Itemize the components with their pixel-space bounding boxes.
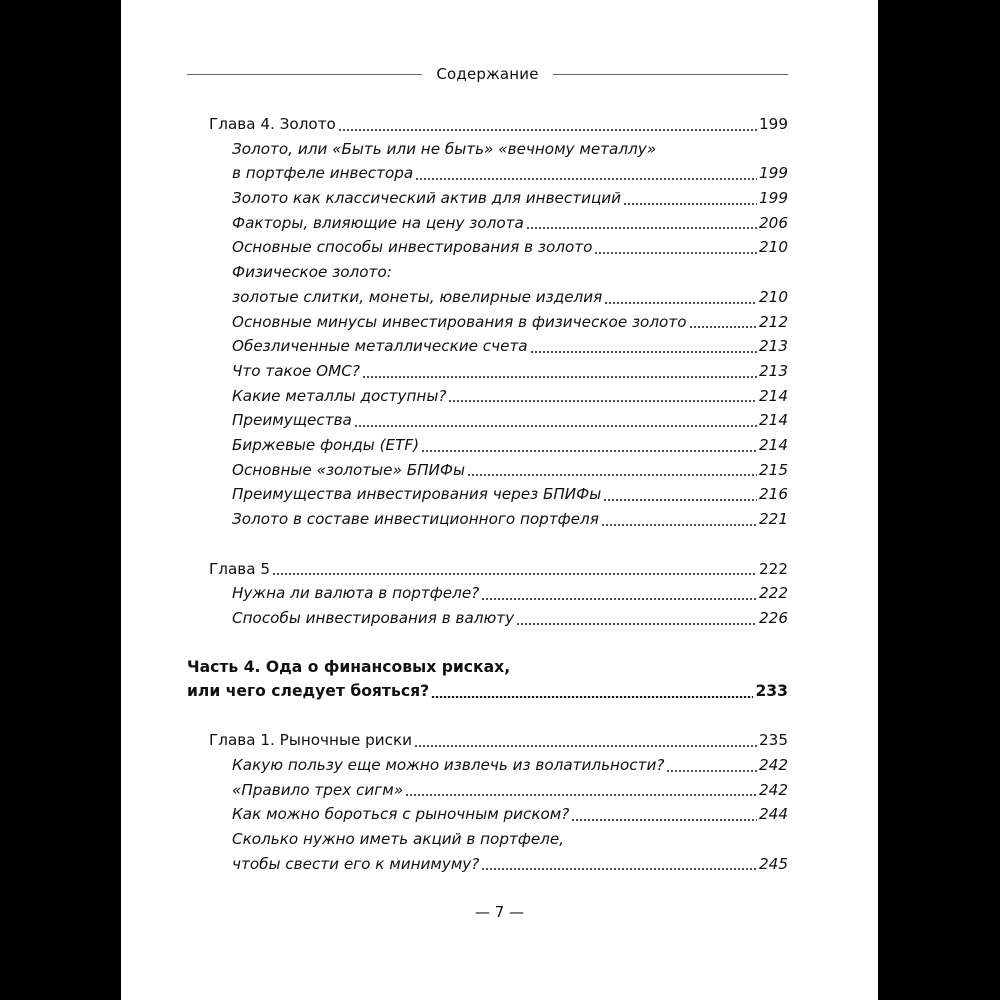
toc-entry-text: Что такое ОМС?	[232, 361, 360, 380]
toc-entry	[187, 235, 788, 260]
toc-entry	[187, 433, 788, 458]
toc-page-number: 215	[759, 460, 788, 479]
toc-entry-text: Золото как классический актив для инвестиций	[232, 189, 622, 208]
dot-leader	[354, 425, 757, 427]
toc-entry	[187, 359, 788, 384]
toc-entry	[187, 334, 788, 359]
dot-leader	[666, 770, 757, 772]
toc-entry	[187, 581, 788, 606]
dot-leader	[594, 252, 757, 254]
toc-entry	[187, 778, 788, 803]
header-title: Содержание	[436, 65, 539, 83]
dot-leader	[431, 696, 753, 698]
toc-chapter-5	[187, 557, 788, 582]
dot-leader	[272, 573, 757, 575]
dot-leader	[405, 794, 757, 796]
toc-entry-multiline-start	[187, 827, 788, 852]
section-gap	[187, 631, 788, 655]
toc-entry	[187, 285, 788, 310]
dot-leader	[571, 819, 757, 821]
toc-entry-text: Какую пользу еще можно извлечь из волатильности?	[232, 755, 665, 774]
toc-entry	[187, 186, 788, 211]
toc-part-4-line-2	[187, 679, 788, 704]
toc-entry	[187, 507, 788, 532]
toc-entry-text: Как можно бороться с рыночным риском?	[232, 805, 570, 824]
toc-entry-text: Способы инвестирования в валюту	[232, 609, 515, 628]
toc-entry	[187, 161, 788, 186]
header-rule-left	[187, 74, 422, 75]
toc-entry	[187, 606, 788, 631]
toc-page-number: 222	[759, 584, 788, 603]
toc-page-number: 244	[759, 805, 788, 824]
toc-entry-text: Сколько нужно иметь акций в портфеле,	[232, 829, 565, 848]
running-header	[187, 65, 788, 83]
toc-entry-text: Биржевые фонды (ETF)	[232, 435, 420, 454]
dot-leader	[414, 745, 757, 747]
toc-page-number: 242	[759, 780, 788, 799]
toc-page-number: 213	[759, 361, 788, 380]
toc-entry-text: в портфеле инвестора	[232, 164, 414, 183]
toc-entry	[187, 384, 788, 409]
dot-leader	[467, 474, 757, 476]
toc-page-number: 199	[759, 115, 788, 133]
toc-page-number: 221	[759, 510, 788, 528]
dot-leader	[516, 623, 757, 625]
dot-leader	[603, 499, 757, 501]
toc-entry-text: Преимущества инвестирования через БПИФы	[232, 485, 602, 504]
toc-page-number: 210	[759, 238, 788, 257]
toc-page-number: 206	[759, 213, 788, 232]
dot-leader	[421, 450, 757, 452]
dot-leader	[481, 868, 757, 870]
dot-leader	[448, 400, 757, 402]
toc-entry-text: Основные способы инвестирования в золото	[232, 238, 593, 257]
section-gap	[187, 532, 788, 557]
toc-entry-text: чтобы свести его к минимуму?	[232, 854, 480, 873]
toc-entry-text: Факторы, влияющие на цену золота	[232, 213, 524, 232]
toc-part-title: или чего следует бояться?	[187, 682, 430, 701]
dot-leader	[338, 129, 757, 131]
toc-part-4-line-1	[187, 655, 788, 680]
toc-entry	[187, 802, 788, 827]
toc-entry-text: Основные «золотые» БПИФы	[232, 460, 465, 479]
toc-entry	[187, 482, 788, 507]
toc-entry	[187, 852, 788, 877]
toc-entry	[187, 458, 788, 483]
toc-entry-text: золотые слитки, монеты, ювелирные изделия	[232, 287, 603, 306]
dot-leader	[604, 302, 757, 304]
toc-page-number: 214	[759, 435, 788, 454]
dot-leader	[362, 376, 757, 378]
toc-entry	[187, 753, 788, 778]
section-gap	[187, 704, 788, 728]
dot-leader	[689, 326, 758, 328]
toc-page-number: 199	[759, 189, 788, 208]
toc-chapter-title: Глава 5	[209, 559, 271, 578]
toc-entry	[187, 310, 788, 335]
toc-page-number: 212	[759, 312, 788, 331]
dot-leader	[530, 351, 757, 353]
book-page	[121, 0, 878, 1000]
toc-page-number: 214	[759, 386, 788, 405]
toc-entry-text: Золото в составе инвестиционного портфеля	[232, 510, 599, 528]
toc-entry-multiline-start	[187, 260, 788, 285]
toc-entry-text: Преимущества	[232, 411, 352, 430]
toc-entry-text: Какие металлы доступны?	[232, 386, 447, 405]
toc-chapter-title: Глава 1. Рыночные риски	[209, 731, 413, 750]
dot-leader	[526, 227, 757, 229]
toc-page-number: 242	[759, 755, 788, 774]
toc-page-number: 216	[759, 485, 788, 504]
toc-part-title: Часть 4. Ода о финансовых рисках,	[187, 657, 511, 676]
dot-leader	[601, 524, 757, 526]
toc-page-number: 210	[759, 287, 788, 306]
toc-page-number: 213	[759, 337, 788, 356]
page-number-footer: — 7 —	[474, 903, 525, 921]
header-rule-right	[553, 74, 788, 75]
toc-chapter-1	[187, 728, 788, 753]
toc-entry-text: Нужна ли валюта в портфеле?	[232, 584, 480, 603]
toc-page-number: 245	[759, 854, 788, 873]
toc-entry-text: Физическое золото:	[232, 263, 392, 282]
toc-page-number: 226	[759, 609, 788, 628]
dot-leader	[623, 203, 757, 205]
toc-entry-text: Основные минусы инвестирования в физическое золото	[232, 312, 687, 331]
toc-page-number: 214	[759, 411, 788, 430]
toc-entry	[187, 211, 788, 236]
dot-leader	[481, 598, 757, 600]
toc-entry-text: Обезличенные металлические счета	[232, 337, 528, 356]
toc-page-number: 235	[759, 731, 788, 750]
dot-leader	[415, 178, 757, 180]
toc-entry-text: Золото, или «Быть или не быть» «вечному металлу»	[232, 139, 657, 158]
toc-entry-text: «Правило трех сигм»	[232, 780, 404, 799]
toc-chapter-4	[187, 112, 788, 137]
toc-entry	[187, 408, 788, 433]
toc-page-number: 199	[759, 164, 788, 183]
table-of-contents	[187, 112, 788, 876]
toc-entry-multiline-start	[187, 137, 788, 162]
toc-page-number: 222	[759, 559, 788, 578]
toc-chapter-title: Глава 4. Золото	[209, 115, 336, 133]
toc-page-number: 233	[755, 682, 788, 701]
